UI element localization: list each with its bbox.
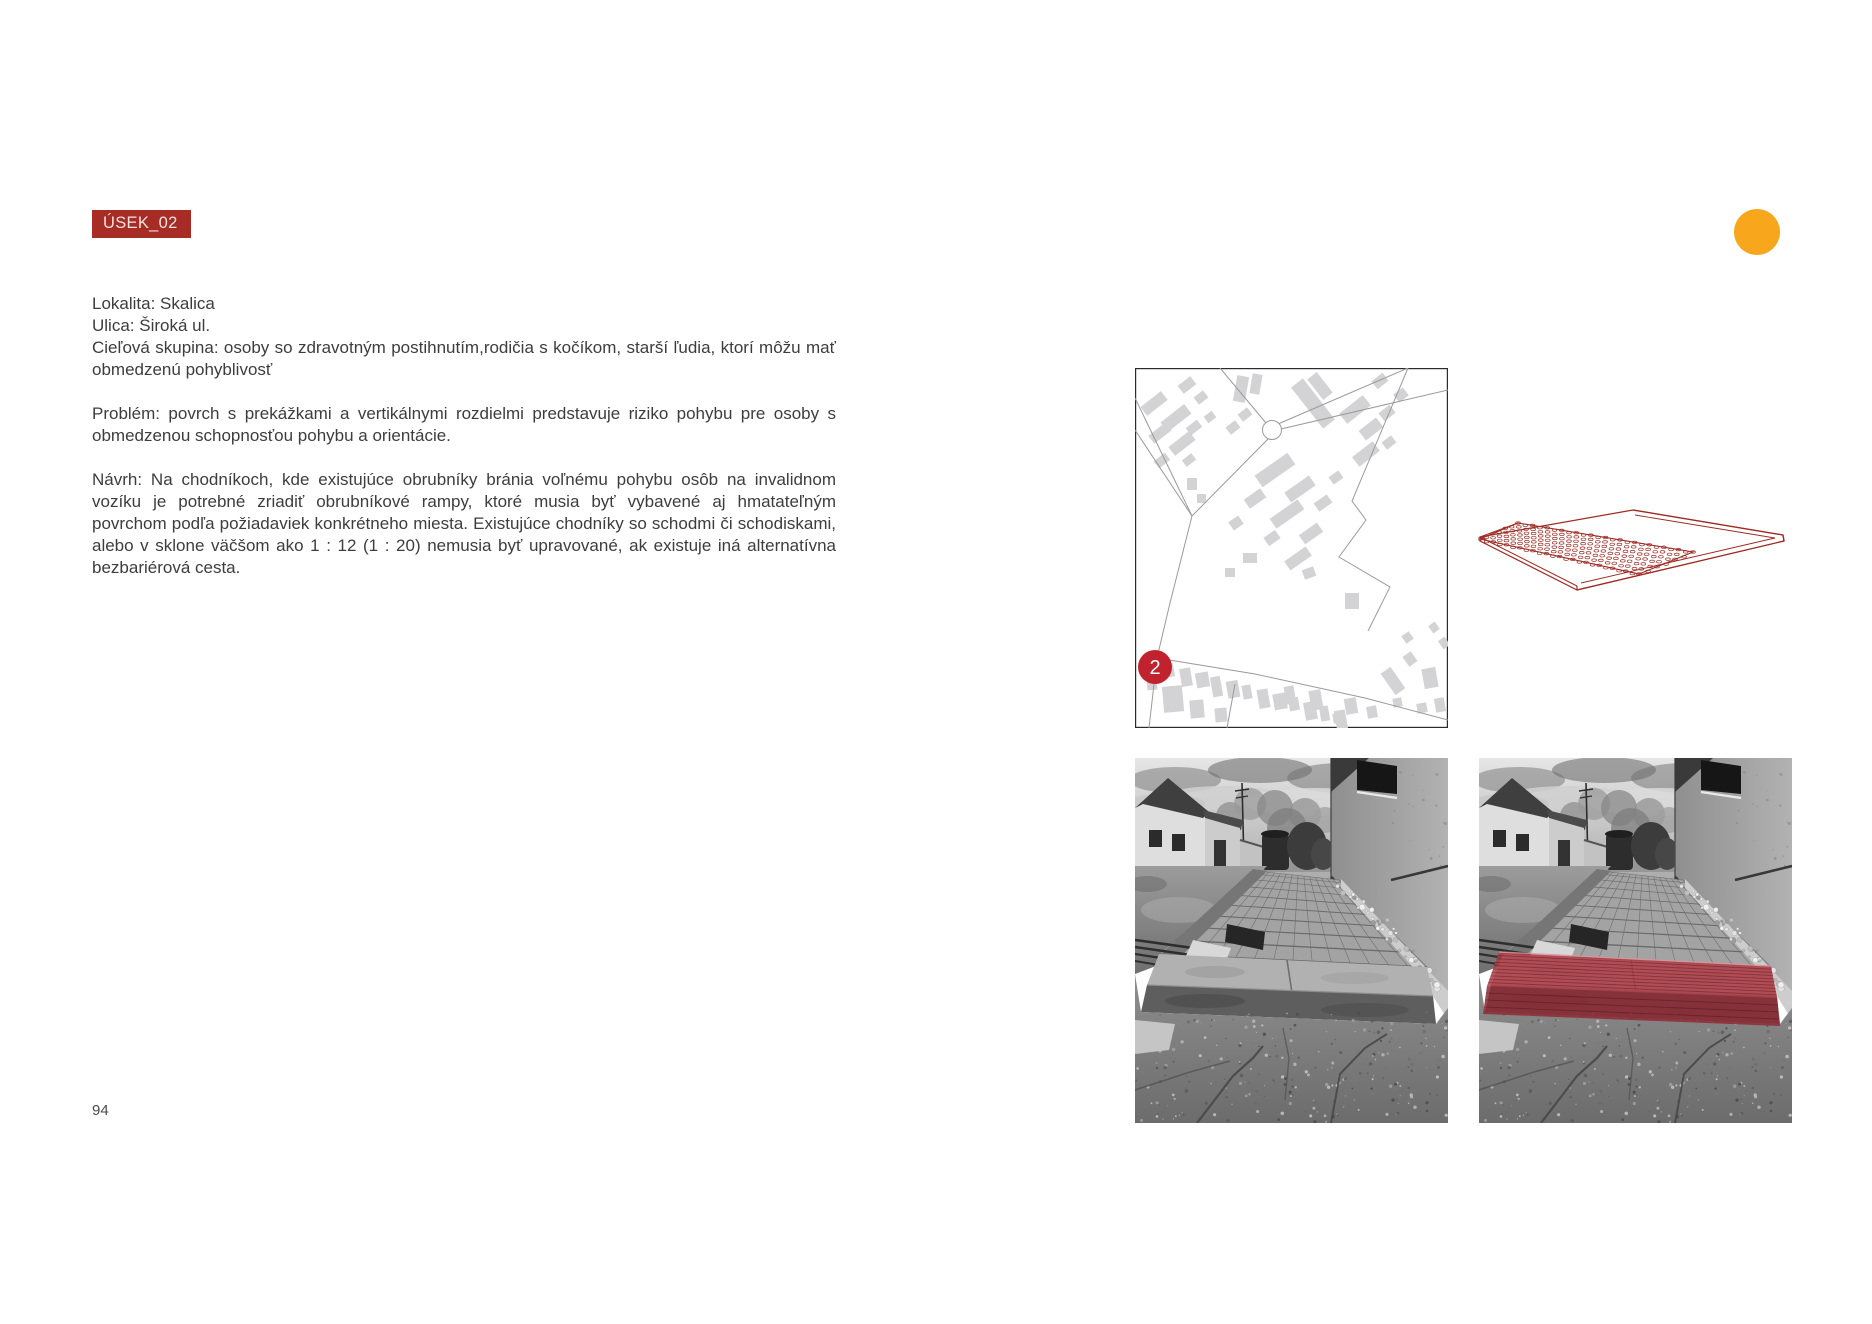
photo-proposed-ramp — [1479, 758, 1792, 1123]
street-line: Ulica: Široká ul. — [92, 316, 211, 335]
info-text-block — [92, 293, 836, 601]
map-marker-2 — [1138, 650, 1172, 684]
photo-existing-curb — [1135, 758, 1448, 1123]
ramp-diagram-icon — [1478, 503, 1796, 607]
target-group-paragraph: Cieľová skupina: osoby so zdravotným postihnutím,rodičia s kočíkom, starší ľudia, ktorí môžu mať obmedzenú pohyblivosť — [92, 338, 836, 379]
location-map-figure — [1135, 368, 1448, 728]
section-badge: ÚSEK_02 — [92, 210, 191, 238]
locality-line: Lokalita: Skalica — [92, 294, 215, 313]
problem-paragraph: Problém: povrch s prekážkami a vertikálnymi rozdielmi predstavuje riziko pohybu pre osoby s obmedzenou schopnosťou pohybu a orientácie. — [92, 404, 836, 445]
proposal-paragraph: Návrh: Na chodníkoch, kde existujúce obrubníky bránia voľnému pohybu osôb na invalidnom vozíku je potrebné zriadiť obrubníkové rampy, ktoré musia byť vybavené aj hmatateľným povrchom podľa požiadaviek konkrétneho miesta. Existujúce chodníky so schodmi či schodiskami, alebo v sklone väčšom ako 1 : 12 (1 : 20) nemusia byť upravované, ak existuje iná alternatívna bezbariérová cesta. — [92, 470, 836, 577]
svg-text:2: 2 — [1149, 657, 1161, 679]
page-number: 94 — [92, 1102, 109, 1119]
orange-dot-icon — [1734, 209, 1780, 255]
